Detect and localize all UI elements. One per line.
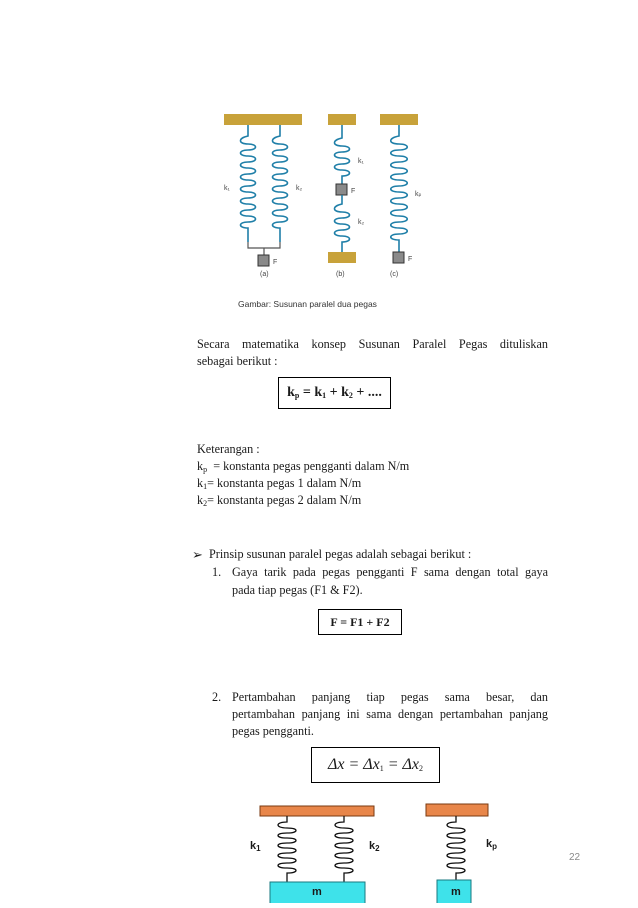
spring-k1	[278, 816, 296, 882]
label-k2: $k_2$	[369, 840, 380, 853]
figure-springs-parallel	[210, 108, 440, 318]
intro-line-2: sebagai berikut :	[197, 354, 278, 368]
panel-a-top-plate	[224, 114, 302, 125]
formula-f: F = F1 + F2	[330, 614, 390, 629]
keterangan-item-k1: $k_1=$ konstanta pegas 1 dalam N/m	[197, 476, 362, 491]
item-1-number: 1.	[212, 565, 222, 579]
keterangan-item-kp: $k_p$ = konstanta pegas pengganti dalam N/m	[197, 459, 410, 474]
panel-a-label: (a)	[260, 271, 269, 278]
label-k1: $k_1$	[250, 840, 261, 853]
panel-c-force-block	[393, 252, 404, 263]
formula-kp-box	[278, 377, 391, 409]
panel-b-k1-label: k₁	[358, 158, 364, 165]
label-kp: $k_p$	[486, 838, 498, 851]
panel-a-connector	[248, 242, 280, 255]
panel-b-top-plate	[328, 114, 356, 125]
formula-kp: $k_p = k_1 + k_2$ + ....	[287, 385, 382, 400]
right-top-plate	[426, 804, 488, 816]
item-2-number: 2.	[212, 690, 222, 704]
panel-b-force-label: F	[351, 188, 356, 195]
panel-a-force-block	[258, 255, 269, 266]
panel-b-spring-k2	[335, 195, 350, 252]
panel-c-force-label: F	[408, 256, 413, 263]
arrow-bullet-icon: ➢	[192, 547, 203, 562]
panel-a-k1-label: k₁	[224, 185, 230, 192]
panel-b-bottom-plate	[328, 252, 356, 263]
page-number: 22	[569, 852, 581, 863]
item-2-line-2: pertambahan panjang ini sama dengan pertambahan panjang	[232, 707, 548, 721]
keterangan-title: Keterangan :	[197, 442, 260, 456]
left-top-plate	[260, 806, 374, 816]
formula-delta-x: $\Delta x = \Delta x_1 = \Delta x_2$	[327, 756, 424, 773]
item-2-line-1: Pertambahan panjang tiap pegas sama besar, dan	[232, 690, 548, 704]
formula-delta-x-box	[311, 747, 440, 783]
keterangan-item-k2: $k_2=$ konstanta pegas 2 dalam N/m	[197, 493, 362, 508]
panel-c-top-plate	[380, 114, 418, 125]
panel-a-spring-k2	[273, 125, 288, 242]
formula-f-box	[318, 609, 402, 635]
prinsip-title: Prinsip susunan paralel pegas adalah sebagai berikut :	[209, 547, 472, 561]
panel-a-force-label: F	[273, 259, 278, 266]
figure-mass-springs	[250, 800, 510, 903]
mass-left-label: m	[312, 886, 322, 898]
spring-k2	[335, 816, 353, 882]
panel-c-spring-kp	[391, 125, 408, 252]
panel-c-kp-label: kₚ	[415, 191, 422, 198]
springs-diagram	[210, 108, 440, 318]
item-2-line-3: pegas pengganti.	[232, 724, 314, 738]
panel-b-k2-label: k₂	[358, 219, 365, 226]
panel-c-label: (c)	[390, 271, 399, 278]
panel-a-spring-k1	[241, 125, 256, 242]
panel-b-label: (b)	[336, 271, 345, 278]
spring-kp	[447, 816, 465, 880]
item-1-line-2: pada tiap pegas (F1 & F2).	[232, 583, 363, 597]
figure-caption: Gambar: Susunan paralel dua pegas	[238, 299, 377, 309]
mass-right-label: m	[451, 886, 461, 898]
intro-line-1: Secara matematika konsep Susunan Paralel Pegas dituliskan	[197, 337, 548, 351]
item-1-line-1: Gaya tarik pada pegas pengganti F sama dengan total gaya	[232, 565, 548, 579]
mass-springs-diagram	[250, 800, 510, 903]
panel-b-force-block	[336, 184, 347, 195]
panel-b-spring-k1	[335, 125, 350, 184]
panel-a-k2-label: k₂	[296, 185, 303, 192]
